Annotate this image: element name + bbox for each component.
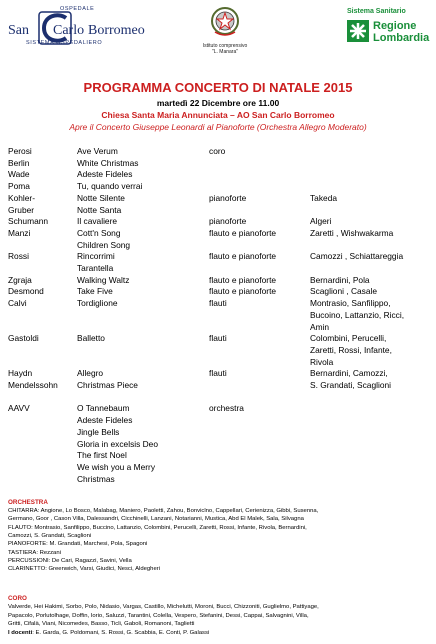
region-logo [345, 8, 430, 48]
program-title: Il cavaliere [77, 216, 118, 227]
orchestra-line: TASTIERA: Rezzani [8, 549, 61, 556]
program-performers: Montrasio, Sanfilippo, [310, 298, 391, 309]
program-performers: Amin [310, 321, 330, 332]
program-performers: Bernardini, Camozzi, [310, 368, 388, 379]
orchestra-line: Camozzi, S. Grandati, Scaglioni [8, 532, 92, 539]
program-ensemble: coro [209, 146, 226, 156]
program-performers: Bernardini, Pola [310, 274, 370, 285]
program-title: Notte Santa [77, 204, 122, 215]
program-composer: Gruber [8, 204, 35, 215]
concert-date: martedì 22 Dicembre ore 11.00 [156, 98, 280, 108]
hospital-name-san: San [8, 23, 29, 38]
program-composer: Perosi [8, 146, 32, 156]
program-performers: Colombini, Perucelli, [310, 333, 387, 344]
orchestra-line: CHITARRA: Angione, Lo Bosco, Malabag, Maniero, Paoletti, Zahou, Bonviclno, Cappellari, Cerienizza, Gibbi, Susenna, [8, 508, 319, 514]
program-ensemble: flauto e pianoforte [209, 251, 277, 262]
concert-venue: Chiesa Santa Maria Annunciata – AO San Carlo Borromeo [101, 110, 335, 120]
program-title: Christmas [77, 473, 115, 484]
hospital-logo-small-bottom: SISTEMA OSPEDALIERO [26, 40, 103, 46]
program-title: O Tannebaum [77, 403, 130, 414]
program-title: Allegro [77, 368, 104, 379]
program-performers: Takeda [310, 192, 338, 203]
choir-line: Papacolo, Porlutolhage, Doffin, Iorio, Saluzzi, Tarantini, Colella, Vespero, Stefanini, Dessi, Cappai, Salvagnini, Villa, [8, 612, 309, 619]
program-ensemble: flauti [209, 298, 227, 309]
program-title: Rincorrimi [77, 251, 115, 262]
program-title: The first Noel [77, 450, 127, 461]
program-title: Walking Waltz [77, 274, 130, 285]
program-performers: Rivola [310, 356, 334, 367]
program-composer: Calvi [8, 298, 27, 309]
program-title: Tarantella [77, 263, 114, 273]
program-ensemble: flauto e pianoforte [209, 274, 277, 285]
program-composer: Manzi [8, 227, 31, 238]
hospital-logo-small-top: OSPEDALE [60, 6, 95, 12]
orchestra-line: PERCUSSIONI: De Cari, Ragazzi, Savini, Vella [8, 557, 132, 564]
region-name-line1: Regione [373, 20, 417, 32]
program-ensemble: orchestra [209, 403, 244, 414]
program-composer: Gastoldi [8, 333, 39, 344]
program-title: Adeste Fideles [77, 415, 133, 426]
region-top-label: Sistema Sanitario [347, 8, 406, 15]
orchestra-line: PIANOFORTE: M. Grandati, Marchesi, Pola, Spagoni [8, 541, 148, 548]
hospital-name-borromeo: Borromeo [88, 23, 145, 38]
region-cross-icon [347, 20, 369, 42]
program-composer: Wade [8, 169, 30, 180]
program-composer: Desmond [8, 286, 44, 297]
program-title: Tordiglione [77, 298, 118, 309]
orchestra-line: FLAUTO: Montrasio, Sanfilippo, Buccino, Lattanzio, Colombini, Perucelli, Zaretti, Rossi, Infante, Rivola, Bernardini, [8, 524, 307, 531]
program-title: Christmas Piece [77, 380, 138, 390]
program-title: Gloria in excelsis Deo [77, 438, 158, 449]
program-title: We wish you a Merry [77, 461, 156, 472]
choir-line: Gritti, Cifalà, Viani, Nicomedes, Basso, Ticli, Gaboli, Romanoni, Taglietti [8, 621, 195, 628]
choir-heading: CORO [8, 595, 27, 602]
teachers-label: I docenti [8, 630, 33, 636]
program-performers: Camozzi , Schiattareggia [310, 251, 404, 262]
program-title: Tu, quando verrai [77, 181, 143, 192]
hospital-logo [8, 6, 143, 52]
program-composer: Rossi [8, 251, 29, 262]
orchestra-heading: ORCHESTRA [8, 499, 48, 506]
program-ensemble: flauti [209, 368, 227, 379]
program-composer: Haydn [8, 368, 33, 379]
choir-line: Valverde, Hei Hakimi, Sorbo, Polo, Nidasio, Vargas, Castillo, Michelutti, Moroni, Bucci, Chizzoniti, Guglielmo, Pattiyage, [8, 604, 319, 610]
program-ensemble: pianoforte [209, 216, 247, 227]
school-caption-line2: "L. Manara" [211, 49, 239, 55]
program-ensemble: flauto e pianoforte [209, 227, 277, 238]
program-composer: AAVV [8, 403, 30, 414]
teachers-names: : E. Garda, G. Poldomani, S. Rossi, G. Scabbia, E. Conti, P. Galassi [32, 630, 210, 636]
program-title: Take Five [77, 286, 113, 297]
program-composer: Berlin [8, 157, 30, 168]
page-title: PROGRAMMA CONCERTO DI NATALE 2015 [83, 80, 353, 95]
program-ensemble: flauti [209, 333, 227, 344]
program-performers: Scaglioni , Casale [310, 286, 378, 297]
program-composer: Kohler- [8, 192, 35, 203]
program-performers: Bucoino, Lattanzio, Ricci, [310, 309, 405, 320]
orchestra-line: Germano, Goor , Cason Villa, Dalessandri, Cicchinelli, Lanzani, Notarianni, Mustica, Abd El Malek, Sala, Silvagna [8, 516, 304, 523]
italian-emblem-icon [210, 6, 240, 38]
program-composer: Schumann [8, 216, 49, 227]
program-title: Children Song [77, 239, 131, 250]
program-title: Cott'n Song [77, 227, 121, 238]
program-title: Adeste Fideles [77, 169, 133, 180]
orchestra-line: CLARINETTO: Greenwich, Varsi, Giudici, Nesci, Aldegheri [8, 566, 161, 573]
program-title: Balletto [77, 333, 105, 344]
program-title: Ave Verum [77, 146, 118, 156]
program-ensemble: flauto e pianoforte [209, 286, 277, 297]
school-caption-line1: Istituto comprensivo [202, 43, 248, 49]
program-title: Notte Silente [77, 192, 125, 203]
program-composer: Poma [8, 181, 30, 192]
program-performers: Zaretti , Wishwakarma [310, 227, 394, 238]
program-ensemble: pianoforte [209, 192, 247, 203]
program-performers: S. Grandati, Scaglioni [310, 380, 392, 390]
program-title: White Christmas [77, 157, 139, 168]
program-composer: Mendelssohn [8, 380, 58, 390]
teachers-line [8, 630, 209, 637]
program-composer: Zgraja [8, 274, 32, 285]
school-logo [200, 6, 250, 64]
region-name-line2: Lombardia [373, 32, 430, 44]
hospital-name-carlo: Carlo [53, 23, 85, 38]
program-title: Jingle Bells [77, 426, 120, 437]
concert-opening: Apre il Concerto Giuseppe Leonardi al Pianoforte (Orchestra Allegro Moderato) [69, 122, 367, 132]
program-performers: Algeri [310, 216, 332, 227]
program-performers: Zaretti, Rossi, Infante, [310, 344, 392, 355]
